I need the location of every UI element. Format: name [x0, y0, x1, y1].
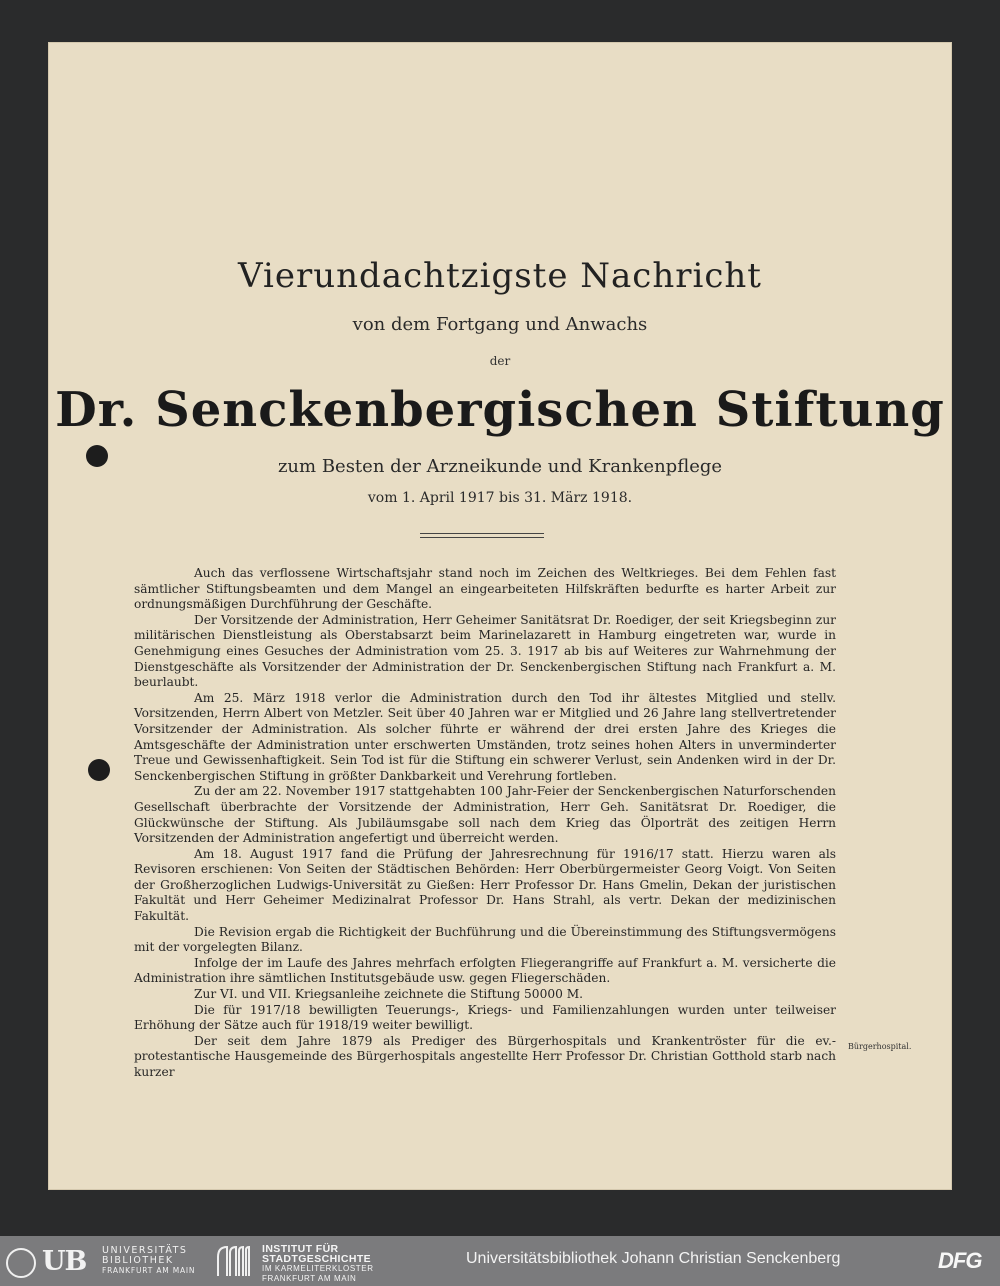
- subtitle-line-3: zum Besten der Arzneikunde und Krankenpflege: [277, 456, 723, 477]
- paragraph-10: Der seit dem Jahre 1879 als Prediger des Bürgerhospitals und Krankentröster für die ev.-protestantische Hausgemeinde des Bürgerhospitals angestellte Herr Professor Dr. Christian Gotthold starb nach kurzer: [134, 1033, 836, 1079]
- body-text: [134, 566, 836, 1081]
- ub-logo-text: [102, 1246, 195, 1276]
- paragraph-8: Zur VI. und VII. Kriegsanleihe zeichnete die Stiftung 50000 M.: [194, 987, 584, 1002]
- paragraph-9: Die für 1917/18 bewilligten Teuerungs-, Kriegs- und Familienzahlungen wurden unter teilweiser Erhöhung der Sätze auch für 1918/19 weiter bewilligt.: [134, 1002, 836, 1033]
- ub-line-3: FRANKFURT AM MAIN: [102, 1266, 196, 1275]
- paragraph-1: Auch das verflossene Wirtschaftsjahr stand noch im Zeichen des Weltkrieges. Bei dem Fehlen fast sämtlicher Stiftungsbeamten und dem Mangel an eingearbeiteten Hilfskräften bedurfte es harter Arbeit zur ordnungsmäßigen Durchführung der Geschäfte.: [134, 566, 836, 612]
- divider-rule-top: [420, 533, 544, 534]
- punch-hole-bottom: [88, 759, 110, 781]
- paragraph-6: Die Revision ergab die Richtigkeit der Buchführung und die Übereinstimmung des Stiftungsvermögens mit der vorgelegten Bilanz.: [134, 924, 836, 955]
- paragraph-3: Am 25. März 1918 verlor die Administration durch den Tod ihr ältestes Mitglied und stellv. Vorsitzenden, Herrn Albert von Metzler. Seit über 40 Jahren war er Mitglied und 26 Jahre lang stellvertretender Vorsitzender der Administration. Als solcher führte er während der drei ersten Jahre des Krieges die Amtsgeschäfte der Administration unter erschwerten Umständen, trotz seines hohen Alters in unverminderter Treue und Gewissenhaftigkeit. Sein Tod ist für die Stiftung ein schwerer Verlust, sein Andenken wird in der Dr. Senckenbergischen Stiftung in größter Dankbarkeit und Verehrung fortleben.: [134, 690, 836, 783]
- subtitle-line-1: von dem Fortgang und Anwachs: [352, 314, 648, 335]
- divider-rule-bottom: [420, 537, 544, 538]
- paragraph-5: Am 18. August 1917 fand die Prüfung der Jahresrechnung für 1916/17 statt. Hierzu waren als Revisoren erschienen: Von Seiten der Städtischen Behörden: Herr Oberbürgermeister Georg Voigt. Von Seiten der Großherzoglichen Ludwigs-Universität zu Gießen: Herr Professor Dr. Hans Gmelin, Dekan der juristischen Fakultät und Herr Geheimer Medizinalrat Professor Dr. Hans Strahl, als vertr. Dekan der medizinischen Fakultät.: [134, 846, 836, 924]
- ub-line-1: UNIVERSITÄTS: [102, 1245, 188, 1256]
- footer-bar: [0, 1236, 1000, 1286]
- margin-note: Bürgerhospital.: [848, 1042, 912, 1051]
- paragraph-7: Infolge der im Laufe des Jahres mehrfach erfolgten Fliegerangriffe auf Frankfurt a. M. versicherte die Administration ihre sämtlichen Institutsgebäude usw. gegen Fliegerschäden.: [134, 955, 836, 986]
- document-title: Vierundachtzigste Nachricht: [238, 256, 762, 296]
- paragraph-2: Der Vorsitzende der Administration, Herr Geheimer Sanitätsrat Dr. Roediger, der seit Kriegsbeginn zur militärischen Dienstleistung als Oberstabsarzt beim Marinelazarett in Hamburg eingetreten war, wurde in Genehmigung eines Gesuches der Administration vom 25. 3. 1917 ab bis auf Weiteres zur Wahrnehmung der Dienstgeschäfte als Vorsitzender der Administration der Dr. Senckenbergischen Stiftung nach Frankfurt a. M. beurlaubt.: [134, 612, 836, 690]
- paragraph-4: Zu der am 22. November 1917 stattgehabten 100 Jahr-Feier der Senckenbergischen Naturforschenden Gesellschaft überbrachte der Vorsitzende der Administration, Herr Geh. Sanitätsrat Dr. Roediger, die Glückwünsche der Stiftung. Als Jubiläumsgabe soll nach dem Krieg das Ölporträt des zeitigen Herrn Vorsitzenden der Administration angefertigt und überreicht werden.: [134, 784, 836, 846]
- foundation-title: Dr. Senckenbergischen Stiftung: [55, 382, 945, 438]
- ub-seal-icon: [6, 1248, 36, 1278]
- ub-logo: UB: [42, 1246, 87, 1277]
- ifs-line-1: INSTITUT FÜR: [262, 1243, 339, 1255]
- institute-logo-text: [262, 1244, 374, 1284]
- document-page: [48, 42, 952, 1190]
- dfg-logo: DFG: [938, 1248, 982, 1273]
- institute-arch-icon: [216, 1245, 252, 1277]
- ifs-line-2: STADTGESCHICHTE: [262, 1253, 372, 1265]
- period-line: vom 1. April 1917 bis 31. März 1918.: [367, 490, 633, 506]
- ifs-line-3: IM KARMELITERKLOSTER: [262, 1264, 374, 1273]
- ub-line-2: BIBLIOTHEK: [102, 1255, 174, 1266]
- ifs-line-4: FRANKFURT AM MAIN: [262, 1274, 357, 1283]
- subtitle-line-2: der: [489, 354, 511, 368]
- library-name: Universitätsbibliothek Johann Christian Senckenberg: [466, 1250, 841, 1267]
